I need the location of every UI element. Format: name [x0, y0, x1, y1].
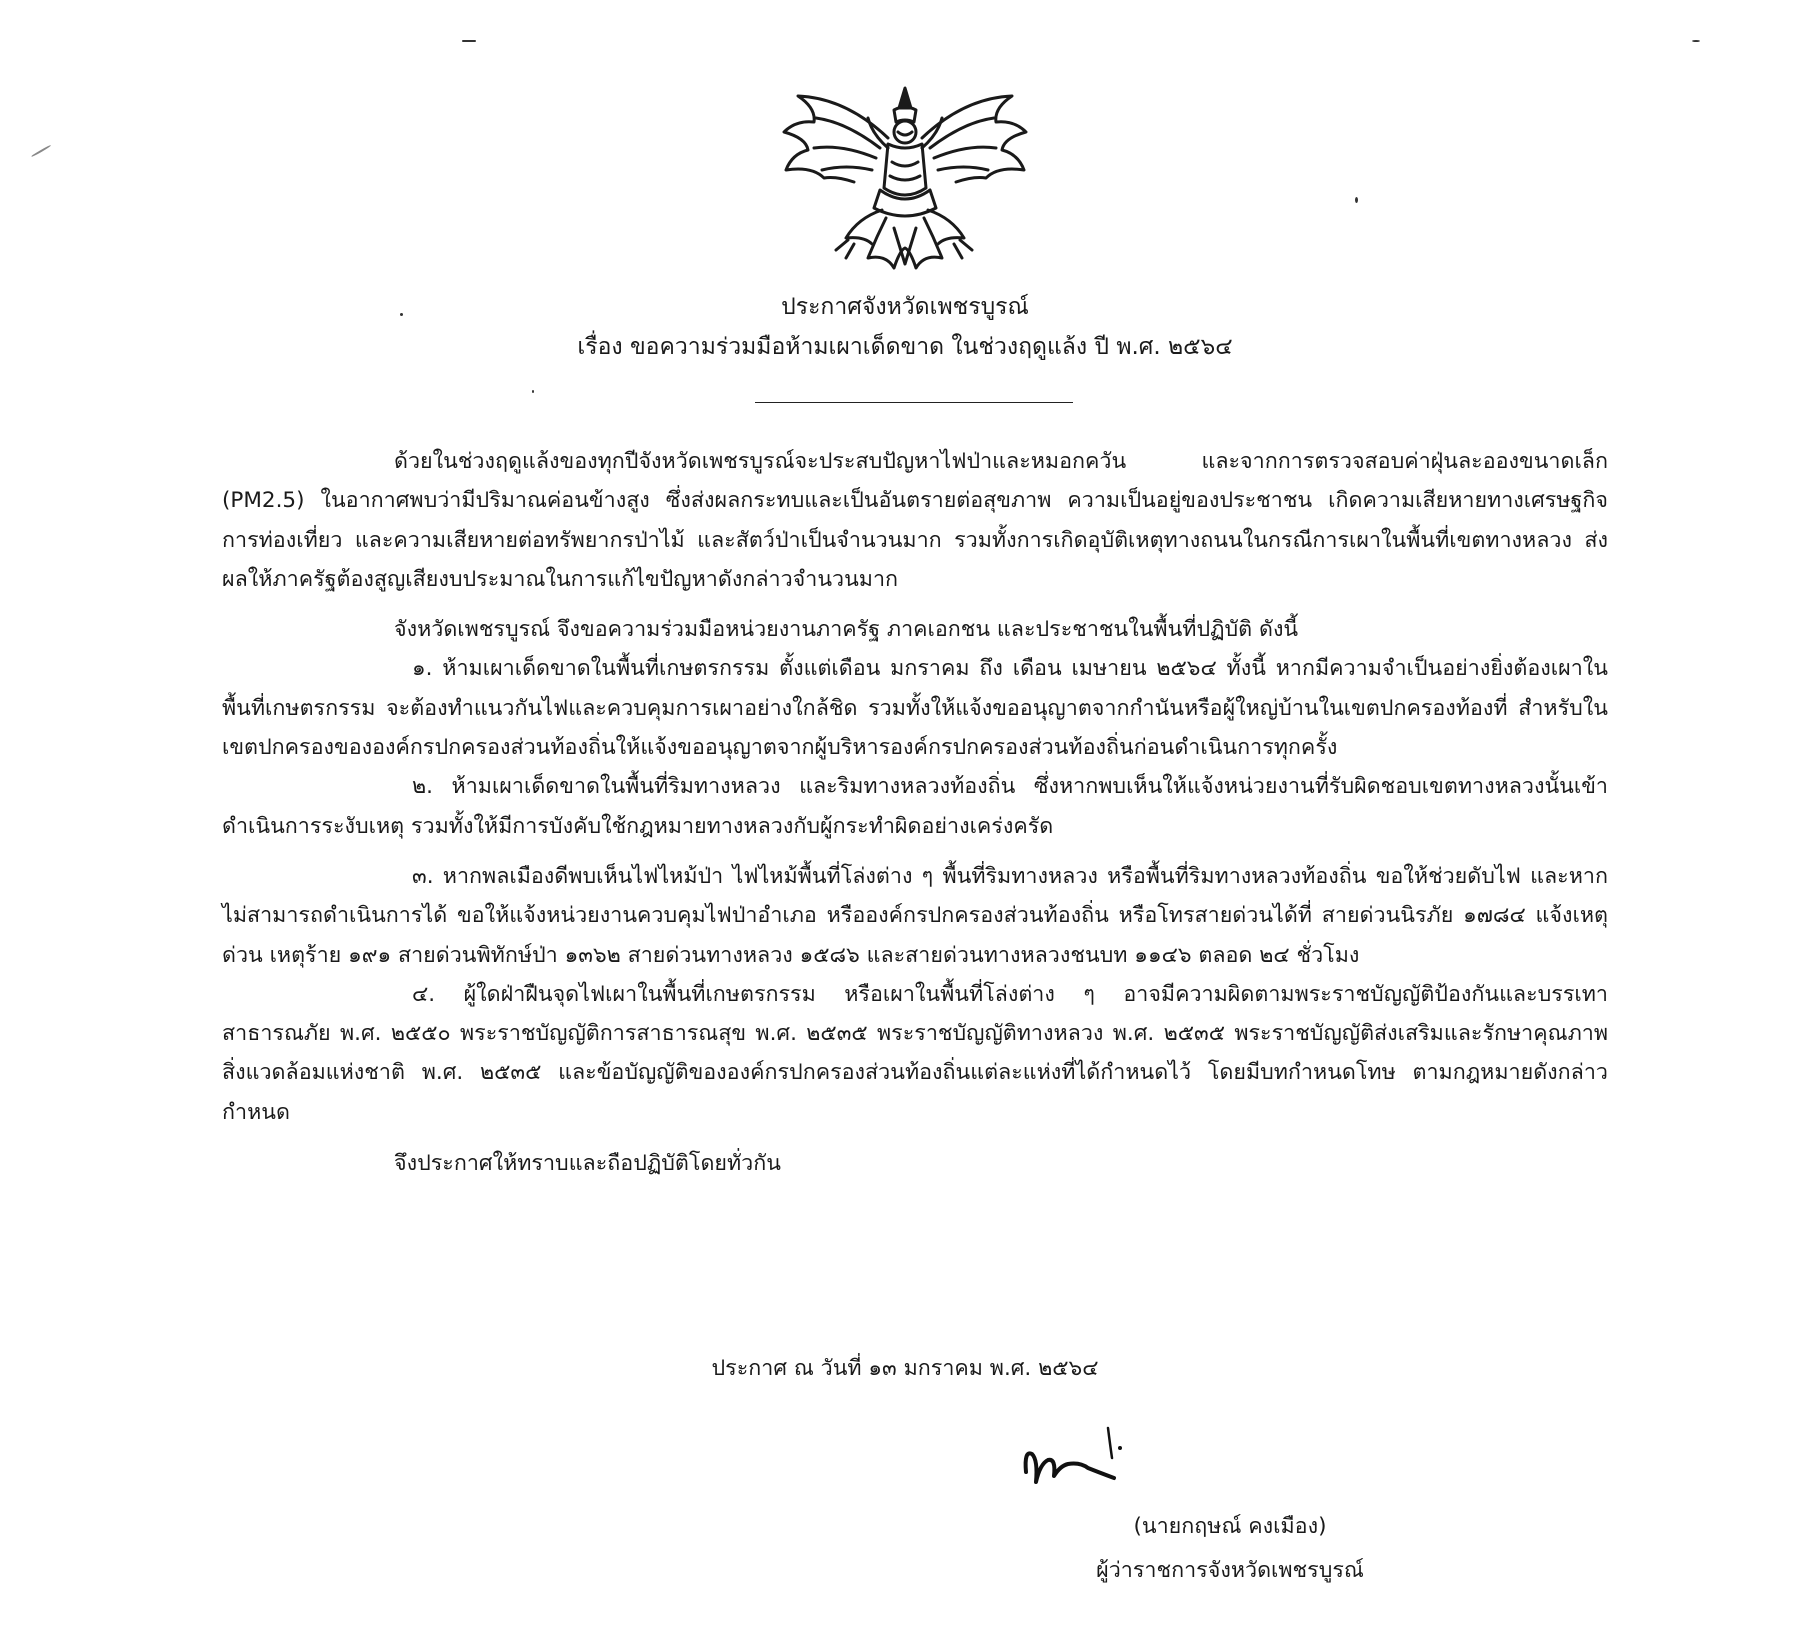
- item-3-paragraph: ๓. หากพลเมืองดีพบเห็นไฟไหม้ป่า ไฟไหม้พื้นที่โล่งต่าง ๆ พื้นที่ริมทางหลวง หรือพื้นที่ริมทางหลวงท้องถิ่น ขอให้ช่วยดับไฟ และหากไม่สามารถดำเนินการได้ ขอให้แจ้งหน่วยงานควบคุมไฟป่าอำเภอ หรือองค์กรปกครองส่วนท้องถิ่น หรือโทรสายด่วนได้ที่ สายด่วนนิรภัย ๑๗๘๔ แจ้งเหตุด่วน เหตุร้าย ๑๙๑ สายด่วนพิทักษ์ป่า ๑๓๖๒ สายด่วนทางหลวง ๑๕๘๖ และสายด่วนทางหลวงชนบท ๑๑๔๖ ตลอด ๒๔ ชั่วโมง: [222, 863, 1608, 968]
- announcement-title: ประกาศจังหวัดเพชรบูรณ์: [781, 294, 1029, 320]
- scan-speck: [1692, 40, 1700, 42]
- garuda-emblem-icon: [776, 78, 1034, 278]
- item-2-paragraph: ๒. ห้ามเผาเด็ดขาดในพื้นที่ริมทางหลวง และริมทางหลวงท้องถิ่น ซึ่งหากพบเห็นให้แจ้งหน่วยงานที่รับผิดชอบเขตทางหลวงนั้นเข้าดำเนินการระงับเหตุ รวมทั้งให้มีการบังคับใช้กฎหมายทางหลวงกับผู้กระทำผิดอย่างเคร่งครัด: [222, 774, 1608, 839]
- closing-paragraph: จึงประกาศให้ทราบและถือปฏิบัติโดยทั่วกัน: [394, 1151, 781, 1177]
- scan-speck: [1355, 197, 1358, 203]
- handwritten-signature: [1018, 1420, 1128, 1500]
- scan-speck: [532, 390, 534, 393]
- scan-speck: [462, 40, 476, 42]
- item-4-paragraph: ๔. ผู้ใดฝ่าฝืนจุดไฟเผาในพื้นที่เกษตรกรรม หรือเผาในพื้นที่โล่งต่าง ๆ อาจมีความผิดตามพระราชบัญญัติป้องกันและบรรเทาสาธารณภัย พ.ศ. ๒๕๕๐ พระราชบัญญัติการสาธารณสุข พ.ศ. ๒๕๓๕ พระราชบัญญัติทางหลวง พ.ศ. ๒๕๓๕ พระราชบัญญัติส่งเสริมและรักษาคุณภาพสิ่งแวดล้อมแห่งชาติ พ.ศ. ๒๕๓๕ และข้อบัญญัติขององค์กรปกครองส่วนท้องถิ่นแต่ละแห่งที่ได้กำหนดไว้ โดยมีบทกำหนดโทษ ตามกฎหมายดังกล่าวกำหนด: [222, 981, 1608, 1125]
- item-1-paragraph: ๑. ห้ามเผาเด็ดขาดในพื้นที่เกษตรกรรม ตั้งแต่เดือน มกราคม ถึง เดือน เมษายน ๒๕๖๔ ทั้งนี้ หากมีความจำเป็นอย่างยิ่งต้องเผาในพื้นที่เกษตรกรรม จะต้องทำแนวกันไฟและควบคุมการเผาอย่างใกล้ชิด รวมทั้งให้แจ้งขออนุญาตจากกำนันหรือผู้ใหญ่บ้านในเขตปกครองท้องที่ สำหรับในเขตปกครองขององค์กรปกครองส่วนท้องถิ่นให้แจ้งขออนุญาตจากผู้บริหารองค์กรปกครองส่วนท้องถิ่นก่อนดำเนินการทุกครั้ง: [222, 656, 1608, 761]
- scan-speck: [31, 145, 51, 157]
- signer-name: (นายกฤษณ์ คงเมือง): [1133, 1514, 1327, 1539]
- request-paragraph: จังหวัดเพชรบูรณ์ จึงขอความร่วมมือหน่วยงานภาครัฐ ภาคเอกชน และประชาชนในพื้นที่ปฏิบัติ ดังนี้: [394, 617, 1299, 643]
- intro-paragraph: ด้วยในช่วงฤดูแล้งของทุกปีจังหวัดเพชรบูรณ์จะประสบปัญหาไฟป่าและหมอกควัน และจากการตรวจสอบค่าฝุ่นละอองขนาดเล็ก (PM2.5) ในอากาศพบว่ามีปริมาณค่อนข้างสูง ซึ่งส่งผลกระทบและเป็นอันตรายต่อสุขภาพ ความเป็นอยู่ของประชาชน เกิดความเสียหายทางเศรษฐกิจ การท่องเที่ยว และความเสียหายต่อทรัพยากรป่าไม้ และสัตว์ป่าเป็นจำนวนมาก รวมทั้งการเกิดอุบัติเหตุทางถนนในกรณีการเผาในพื้นที่เขตทางหลวง ส่งผลให้ภาครัฐต้องสูญเสียงบประมาณในการแก้ไขปัญหาดังกล่าวจำนวนมาก: [222, 449, 1608, 592]
- announcement-body: [222, 442, 1608, 1183]
- heading-divider: [755, 402, 1073, 403]
- announcement-dateline: ประกาศ ณ วันที่ ๑๓ มกราคม พ.ศ. ๒๕๖๔: [711, 1356, 1099, 1381]
- announcement-subject: เรื่อง ขอความร่วมมือห้ามเผาเด็ดขาด ในช่วงฤดูแล้ง ปี พ.ศ. ๒๕๖๔: [577, 334, 1233, 360]
- signer-position: ผู้ว่าราชการจังหวัดเพชรบูรณ์: [1096, 1558, 1364, 1583]
